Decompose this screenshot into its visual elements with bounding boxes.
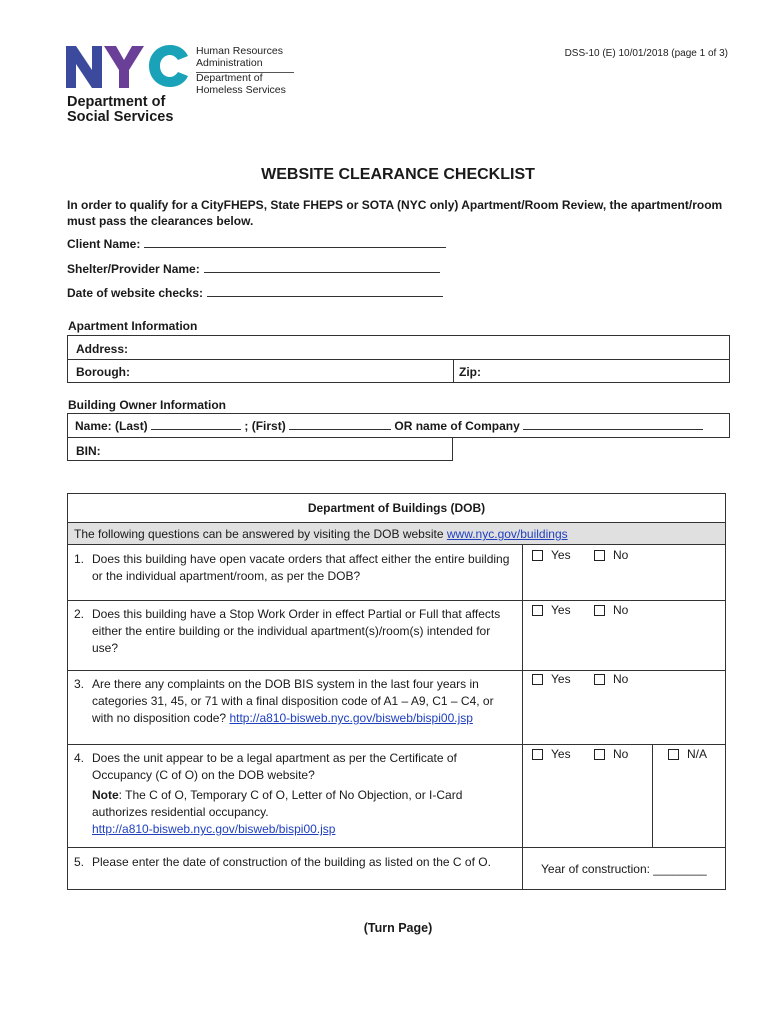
question-text: Does this building have open vacate orders that affect either the entire building or the individual apartment/room, as per the DOB? <box>92 552 510 583</box>
address-label[interactable]: Address: <box>76 342 129 356</box>
q4-yes-option[interactable] <box>532 747 571 761</box>
option-label: No <box>613 548 629 562</box>
owner-first-label: ; (First) <box>244 419 286 433</box>
question-text <box>74 676 514 727</box>
question-number: 5. <box>74 855 85 869</box>
owner-info-label: Building Owner Information <box>68 398 226 412</box>
date-checks-label: Date of website checks: <box>67 286 204 300</box>
shelter-provider-blank[interactable] <box>204 262 440 273</box>
note-text: : The C of O, Temporary C of O, Letter of No Objection, or I-Card authorizes residential occupancy. <box>92 788 463 819</box>
owner-company-label: OR name of Company <box>394 419 520 433</box>
turn-page-note: (Turn Page) <box>363 921 433 935</box>
question-number: 1. <box>74 552 85 566</box>
option-label: Yes <box>551 548 571 562</box>
owner-last-label: Name: (Last) <box>75 419 148 433</box>
agency-hra <box>196 45 294 73</box>
client-name-label: Client Name: <box>67 237 141 251</box>
q1-no-option[interactable] <box>594 548 628 562</box>
question-1 <box>74 551 514 585</box>
checkbox-icon[interactable] <box>532 749 543 760</box>
option-label: No <box>613 603 629 617</box>
dob-subheading-text: The following questions can be answered by visiting the DOB website <box>74 527 444 541</box>
option-label: N/A <box>687 747 708 761</box>
shelter-provider-label: Shelter/Provider Name: <box>67 262 200 276</box>
form-id: DSS-10 (E) 10/01/2018 (page 1 of 3) <box>564 48 728 59</box>
note-label: Note <box>92 788 119 802</box>
checkbox-icon[interactable] <box>594 605 605 616</box>
owner-first-blank[interactable] <box>289 419 391 430</box>
checkbox-icon[interactable] <box>532 605 543 616</box>
apartment-info-label: Apartment Information <box>68 319 198 333</box>
borough-label[interactable]: Borough: <box>76 365 130 379</box>
agency-hra-line-2: Administration <box>196 57 263 69</box>
q3-yes-option[interactable] <box>532 672 571 686</box>
option-label: No <box>613 747 629 761</box>
question-text: Does this building have a Stop Work Order in effect Partial or Full that affects either the entire building or the individual apartment(s)/room(s) intended for use? <box>92 607 501 655</box>
q4-na-option[interactable] <box>668 747 707 761</box>
agency-dhs-line-1: Department of <box>196 72 263 84</box>
checkbox-icon[interactable] <box>532 550 543 561</box>
checkbox-icon[interactable] <box>594 674 605 685</box>
question-number: 4. <box>74 751 85 765</box>
department-line-1: Department of <box>67 94 166 110</box>
checkbox-icon[interactable] <box>532 674 543 685</box>
checkbox-icon[interactable] <box>594 550 605 561</box>
client-name-field <box>67 237 446 251</box>
q3-no-option[interactable] <box>594 672 628 686</box>
apartment-info-box <box>67 335 730 383</box>
owner-name-row[interactable] <box>75 419 703 433</box>
q4-no-option[interactable] <box>594 747 628 761</box>
nyc-logo <box>66 44 190 88</box>
option-label: Yes <box>551 603 571 617</box>
agency-dhs <box>196 72 286 96</box>
question-body: Are there any complaints on the DOB BIS system in the last four years in categories 31, 45, or 71 with a final disposition code of A1 – A9, C1 – C4, or with no disposition code? <box>92 677 494 725</box>
q2-yes-option[interactable] <box>532 603 571 617</box>
question-3 <box>74 676 514 727</box>
client-name-blank[interactable] <box>144 237 446 248</box>
question-4 <box>74 750 514 838</box>
question-number: 2. <box>74 607 85 621</box>
document-title: WEBSITE CLEARANCE CHECKLIST <box>261 166 535 183</box>
option-label: Yes <box>551 672 571 686</box>
q1-yes-option[interactable] <box>532 548 571 562</box>
dob-heading: Department of Buildings (DOB) <box>68 494 725 523</box>
dob-website-link[interactable]: www.nyc.gov/buildings <box>446 527 568 541</box>
option-label: Yes <box>551 747 571 761</box>
owner-company-blank[interactable] <box>523 419 703 430</box>
year-of-construction-field[interactable]: Year of construction: ________ <box>541 862 707 876</box>
date-checks-blank[interactable] <box>207 286 443 297</box>
department-name <box>67 95 173 125</box>
question-5 <box>74 854 514 871</box>
checkbox-icon[interactable] <box>594 749 605 760</box>
bin-label[interactable]: BIN: <box>76 444 101 458</box>
q2-no-option[interactable] <box>594 603 628 617</box>
bisweb-link[interactable]: http://a810-bisweb.nyc.gov/bisweb/bispi00.jsp <box>229 711 473 725</box>
owner-last-blank[interactable] <box>151 419 241 430</box>
question-number: 3. <box>74 677 85 691</box>
question-2 <box>74 606 514 657</box>
zip-label[interactable]: Zip: <box>459 365 481 379</box>
dob-table <box>67 493 726 890</box>
date-checks-field <box>67 286 443 300</box>
question-text: Does the unit appear to be a legal apartment as per the Certificate of Occupancy (C of O) on the DOB website? <box>92 751 457 782</box>
option-label: No <box>613 672 629 686</box>
agency-hra-line-1: Human Resources <box>196 45 283 57</box>
dob-subheading <box>68 523 725 545</box>
agency-dhs-line-2: Homeless Services <box>196 84 286 96</box>
question-text: Please enter the date of construction of the building as listed on the C of O. <box>92 855 491 869</box>
shelter-provider-field <box>67 262 440 276</box>
bisweb-link[interactable]: http://a810-bisweb.nyc.gov/bisweb/bispi00.jsp <box>92 822 336 836</box>
bin-box <box>67 437 453 461</box>
checkbox-icon[interactable] <box>668 749 679 760</box>
intro-text: In order to qualify for a CityFHEPS, State FHEPS or SOTA (NYC only) Apartment/Room Review, the apartment/room must pass the clearances below. <box>67 198 723 228</box>
department-line-2: Social Services <box>67 109 174 125</box>
question-note <box>74 787 514 821</box>
